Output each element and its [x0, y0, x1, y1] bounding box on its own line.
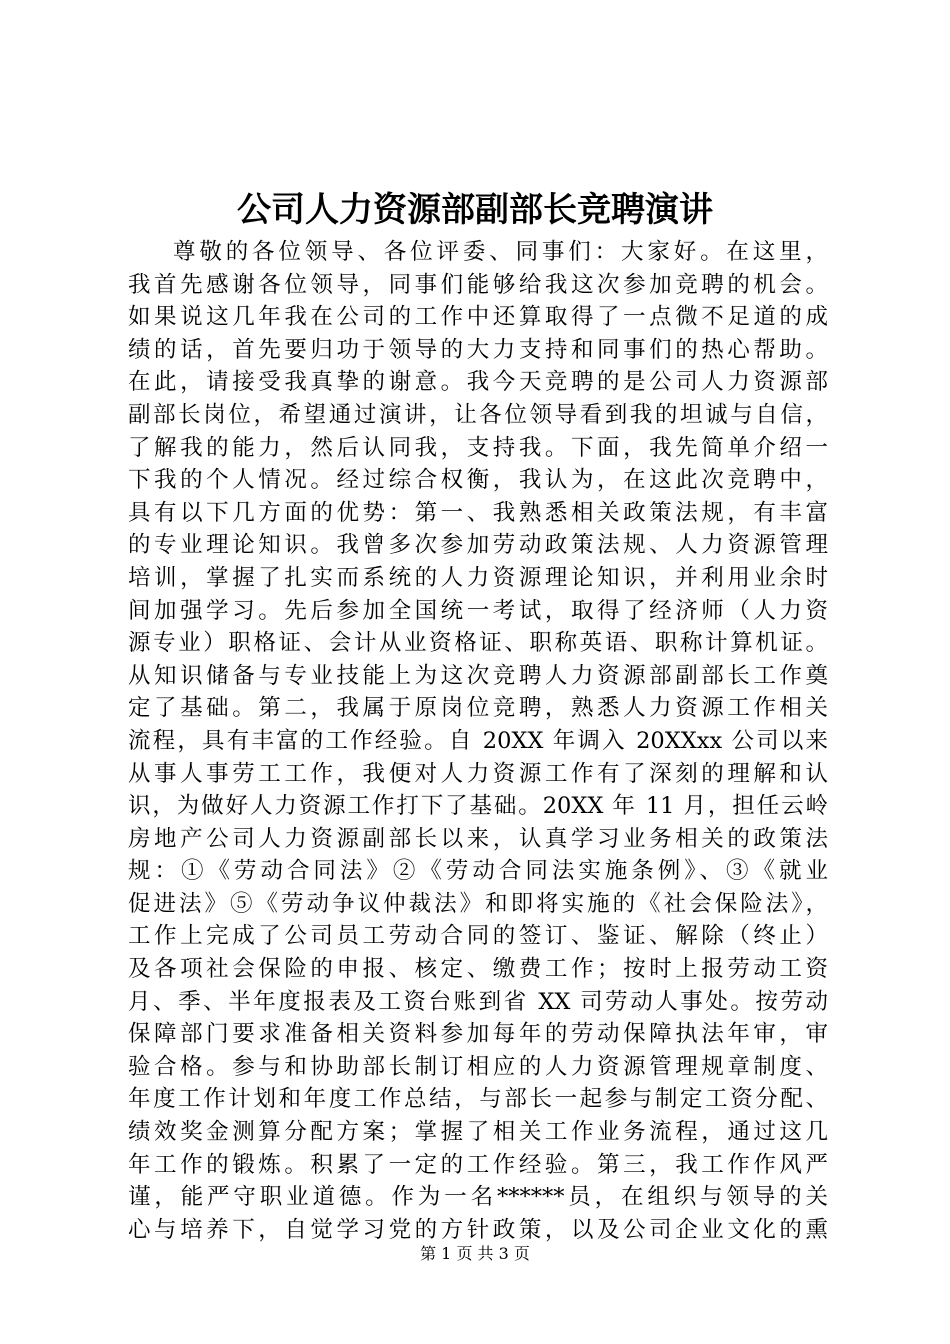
text-line: 工作上完成了公司员工劳动合同的签订、鉴证、解除（终止）: [128, 923, 828, 950]
text-line: 验合格。参与和协助部长制订相应的人力资源管理规章制度、: [128, 1053, 828, 1080]
text-line: 了解我的能力，然后认同我，支持我。下面，我先简单介绍一: [128, 434, 828, 461]
text-line: 从事人事劳工工作，我便对人力资源工作有了深刻的理解和认: [128, 760, 828, 787]
text-line: 尊敬的各位领导、各位评委、同事们：大家好。在这里，: [173, 239, 828, 265]
text-line: 心与培养下，自觉学习党的方针政策，以及公司企业文化的熏: [128, 1216, 828, 1243]
text-line: 月、季、半年度报表及工资台账到省 XX 司劳动人事处。按劳动: [128, 988, 828, 1015]
text-line: 房地产公司人力资源副部长以来，认真学习业务相关的政策法: [128, 825, 828, 852]
text-line: 定了基础。第二，我属于原岗位竞聘，熟悉人力资源工作相关: [128, 695, 828, 722]
text-line: 具有以下几方面的优势：第一、我熟悉相关政策法规，有丰富: [128, 499, 828, 526]
text-line: 识，为做好人力资源工作打下了基础。20XX 年 11 月，担任云岭: [128, 793, 828, 820]
text-line: 绩效奖金测算分配方案；掌握了相关工作业务流程，通过这几: [128, 1119, 828, 1146]
text-line: 的专业理论知识。我曾多次参加劳动政策法规、人力资源管理: [128, 532, 828, 559]
text-line: 间加强学习。先后参加全国统一考试，取得了经济师（人力资: [128, 597, 828, 624]
text-line: 在此，请接受我真挚的谢意。我今天竞聘的是公司人力资源部: [128, 369, 828, 396]
text-line: 年度工作计划和年度工作总结，与部长一起参与制定工资分配、: [128, 1086, 828, 1113]
text-line: 源专业）职格证、会计从业资格证、职称英语、职称计算机证。: [128, 630, 828, 657]
text-line: 谨，能严守职业道德。作为一名******员，在组织与领导的关: [128, 1184, 828, 1211]
text-line: 如果说这几年我在公司的工作中还算取得了一点微不足道的成: [128, 304, 828, 331]
text-line: 我首先感谢各位领导，同事们能够给我这次参加竞聘的机会。: [128, 271, 828, 298]
text-line: 规：①《劳动合同法》②《劳动合同法实施条例》、③《就业: [128, 858, 828, 885]
text-line: 从知识储备与专业技能上为这次竞聘人力资源部副部长工作奠: [128, 662, 828, 689]
text-line: 流程，具有丰富的工作经验。自 20XX 年调入 20XXxx 公司以来: [128, 727, 828, 754]
text-line: 保障部门要求准备相关资料参加每年的劳动保障执法年审，审: [128, 1021, 828, 1048]
text-line: 培训，掌握了扎实而系统的人力资源理论知识，并利用业余时: [128, 564, 828, 591]
page-title: 公司人力资源部副部长竞聘演讲: [237, 190, 713, 230]
text-line: 促进法》⑤《劳动争议仲裁法》和即将实施的《社会保险法》，: [128, 890, 828, 917]
text-line: 下我的个人情况。经过综合权衡，我认为，在这此次竞聘中，: [128, 467, 828, 494]
text-line: 副部长岗位，希望通过演讲，让各位领导看到我的坦诚与自信，: [128, 401, 828, 428]
page-footer: 第 1 页 共 3 页: [420, 1244, 530, 1263]
body-text: [128, 236, 828, 1246]
text-line: 及各项社会保险的申报、核定、缴费工作；按时上报劳动工资: [128, 956, 828, 983]
text-line: 年工作的锻炼。积累了一定的工作经验。第三，我工作作风严: [128, 1151, 828, 1178]
text-line: 绩的话，首先要归功于领导的大力支持和同事们的热心帮助。: [128, 336, 828, 363]
